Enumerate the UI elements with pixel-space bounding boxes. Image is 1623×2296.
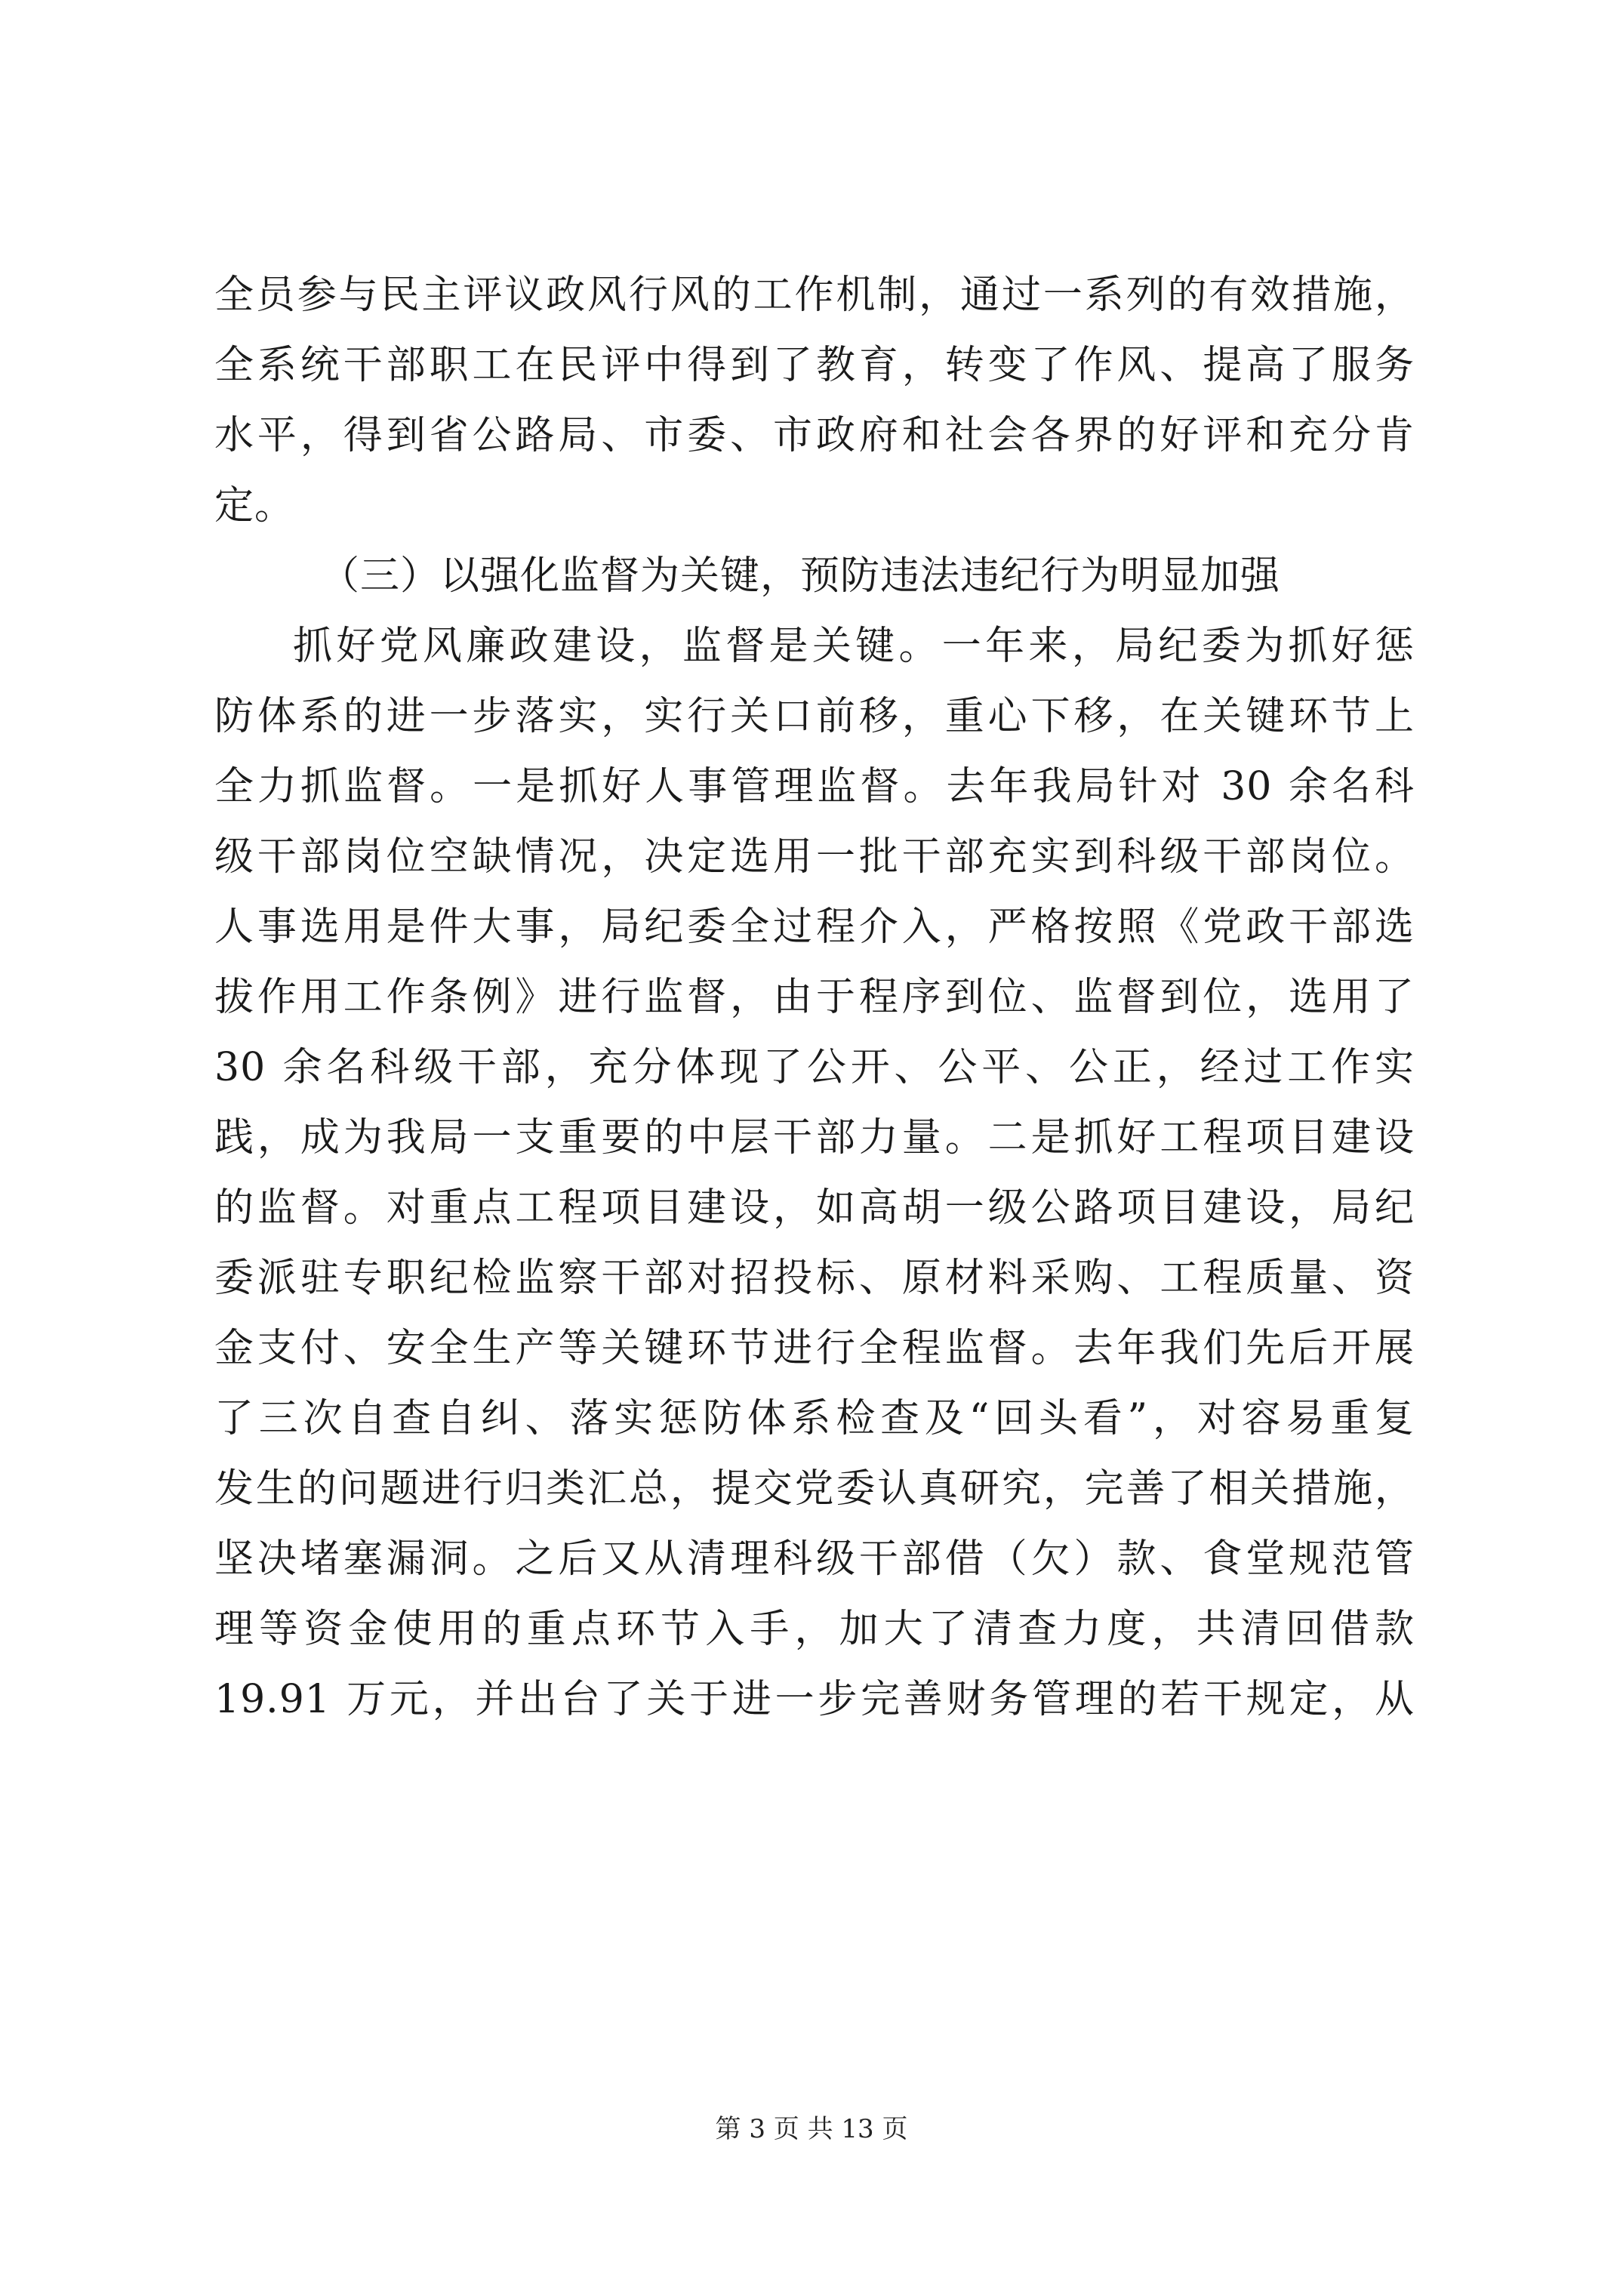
paragraph-line: 金支付、安全生产等关键环节进行全程监督。去年我们先后开展 [214,1326,1415,1371]
section-heading: （三）以强化监督为关键，预防违法违纪行为明显加强 [320,553,1281,599]
paragraph-line: 拔作用工作条例》进行监督，由于程序到位、监督到位，选用了 [214,975,1415,1020]
paragraph-line: 了三次自查自纠、落实惩防体系检查及“回头看”，对容易重复 [214,1396,1415,1441]
page-footer [0,2114,1623,2144]
paragraph-line: 19.91 万元，并出台了关于进一步完善财务管理的若干规定，从 [214,1677,1415,1722]
paragraph-line: 坚决堵塞漏洞。之后又从清理科级干部借（欠）款、食堂规范管 [214,1536,1415,1582]
paragraph-line: 全系统干部职工在民评中得到了教育，转变了作风、提高了服务 [214,343,1415,388]
paragraph-line: 践，成为我局一支重要的中层干部力量。二是抓好工程项目建设 [214,1115,1415,1160]
paragraph-line: 全员参与民主评议政风行风的工作机制，通过一系列的有效措施， [214,273,1415,318]
paragraph-line: 委派驻专职纪检监察干部对招投标、原材料采购、工程质量、资 [214,1256,1415,1301]
paragraph-line: 定。 [214,483,295,529]
paragraph-line: 人事选用是件大事，局纪委全过程介入，严格按照《党政干部选 [214,905,1415,950]
paragraph-line: 全力抓监督。一是抓好人事管理监督。去年我局针对 30 余名科 [214,764,1415,809]
paragraph-line: 理等资金使用的重点环节入手，加大了清查力度，共清回借款 [214,1607,1415,1652]
paragraph-line: 水平，得到省公路局、市委、市政府和社会各界的好评和充分肯 [214,413,1415,458]
paragraph-line: 抓好党风廉政建设，监督是关键。一年来，局纪委为抓好惩 [293,624,1415,669]
paragraph-line: 发生的问题进行归类汇总，提交党委认真研究，完善了相关措施， [214,1466,1415,1512]
paragraph-line: 防体系的进一步落实，实行关口前移，重心下移，在关键环节上 [214,694,1415,739]
paragraph-line: 30 余名科级干部，充分体现了公开、公平、公正，经过工作实 [214,1045,1415,1090]
paragraph-line: 的监督。对重点工程项目建设，如高胡一级公路项目建设，局纪 [214,1185,1415,1231]
page-number-label: 第 3 页 共 13 页 [715,2114,908,2144]
paragraph-line: 级干部岗位空缺情况，决定选用一批干部充实到科级干部岗位。 [214,834,1415,880]
document-body [214,260,1415,1735]
